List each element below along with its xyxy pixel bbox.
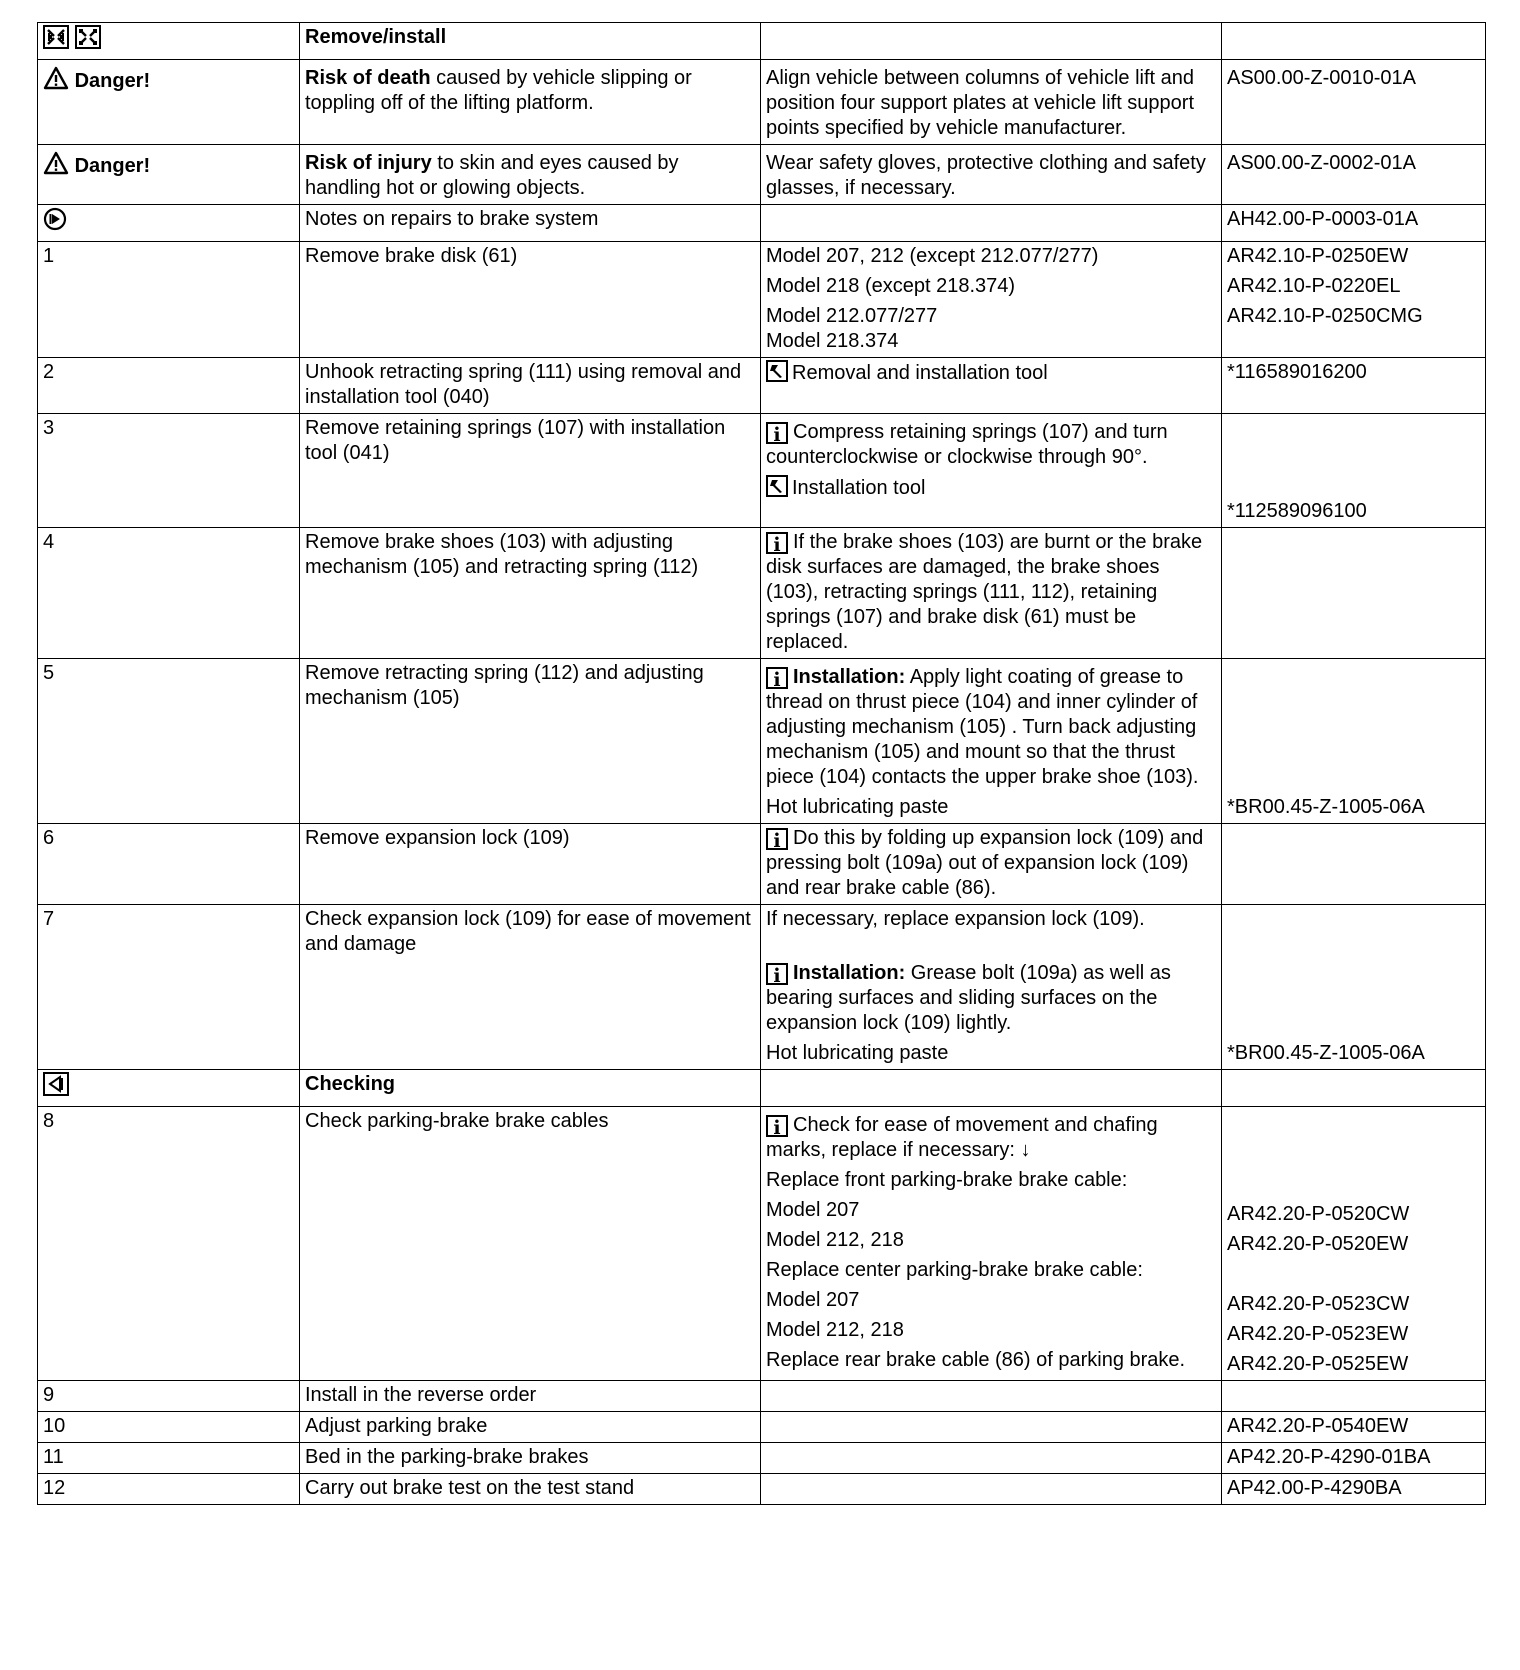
section-title: Checking xyxy=(300,1070,761,1107)
step-text: Unhook retracting spring (111) using removal and installation tool (040) xyxy=(300,358,761,414)
document-ref: AR42.10-P-0220EL xyxy=(1227,275,1401,297)
info-text: Do this by folding up expansion lock (109) and pressing bolt (109a) out of expansion lock (109) and rear brake cable (86). xyxy=(766,827,1204,899)
cable-line: Replace front parking-brake brake cable: xyxy=(766,1169,1128,1191)
installation-label: Installation: xyxy=(793,666,906,688)
step-text: Remove retracting spring (112) and adjusting mechanism (105) xyxy=(300,659,761,824)
special-tool-icon xyxy=(766,475,788,497)
document-ref: AS00.00-Z-0010-01A xyxy=(1222,60,1486,145)
step-number: 1 xyxy=(38,242,300,358)
tool-number: *112589096100 xyxy=(1227,500,1367,522)
info-icon: i xyxy=(766,532,788,554)
step-text: Remove expansion lock (109) xyxy=(300,824,761,905)
info-icon: i xyxy=(766,1115,788,1137)
step-number: 4 xyxy=(38,528,300,659)
step-row xyxy=(38,1443,1486,1474)
document-ref: AR42.20-P-0520EW xyxy=(1227,1233,1409,1255)
section-row-checking xyxy=(38,1070,1486,1107)
warning-triangle-icon xyxy=(43,66,69,97)
step-number: 6 xyxy=(38,824,300,905)
step-row xyxy=(38,1412,1486,1443)
risk-text: to skin and eyes caused by handling hot or glowing objects. xyxy=(305,152,679,199)
step-row xyxy=(38,528,1486,659)
step-text: Remove brake disk (61) xyxy=(300,242,761,358)
safety-measure: Align vehicle between columns of vehicle lift and position four support plates at vehicle lift support points specified by vehicle manufacturer. xyxy=(761,60,1222,145)
risk-text: caused by vehicle slipping or toppling off of the lifting platform. xyxy=(305,67,692,114)
document-ref: AR42.20-P-0520CW xyxy=(1227,1203,1410,1225)
danger-row xyxy=(38,60,1486,145)
document-ref: AR42.20-P-0523EW xyxy=(1227,1323,1409,1345)
step-number: 10 xyxy=(38,1412,300,1443)
warning-triangle-icon xyxy=(43,151,69,182)
document-ref: AR42.20-P-0523CW xyxy=(1227,1293,1410,1315)
step-row xyxy=(38,824,1486,905)
cable-line: Model 212, 218 xyxy=(766,1319,904,1341)
danger-label: Danger! xyxy=(74,155,151,177)
info-icon: i xyxy=(766,422,788,444)
safety-measure: Wear safety gloves, protective clothing and safety glasses, if necessary. xyxy=(761,145,1222,205)
step-number: 3 xyxy=(38,414,300,528)
section-icons xyxy=(38,23,300,60)
model-line: Model 218.374 xyxy=(766,330,899,352)
document-ref: AR42.10-P-0250CMG xyxy=(1227,305,1423,327)
model-line: Model 218 (except 218.374) xyxy=(766,275,1016,297)
checking-icon xyxy=(43,1072,69,1103)
document-ref: AS00.00-Z-0002-01A xyxy=(1222,145,1486,205)
step-row xyxy=(38,414,1486,528)
install-icon xyxy=(75,25,101,56)
notes-text: Notes on repairs to brake system xyxy=(300,205,761,242)
step-number: 11 xyxy=(38,1443,300,1474)
special-tool-icon xyxy=(766,360,788,382)
document-ref: AR42.20-P-0525EW xyxy=(1227,1353,1409,1375)
remove-icon xyxy=(43,25,69,56)
step-number: 2 xyxy=(38,358,300,414)
step-row xyxy=(38,905,1486,1070)
repair-procedure-table xyxy=(37,22,1486,1505)
model-line: Model 212.077/277 xyxy=(766,305,938,327)
measure-text: If necessary, replace expansion lock (109). xyxy=(766,908,1145,930)
model-line: Model 207, 212 (except 212.077/277) xyxy=(766,245,1099,267)
cable-line: Model 207 xyxy=(766,1289,860,1311)
cable-line: Model 207 xyxy=(766,1199,860,1221)
paste-name: Hot lubricating paste xyxy=(766,1042,949,1064)
step-row xyxy=(38,242,1486,358)
step-text: Bed in the parking-brake brakes xyxy=(300,1443,761,1474)
document-ref: AR42.10-P-0250EW xyxy=(1227,245,1409,267)
section-title: Remove/install xyxy=(300,23,761,60)
step-row xyxy=(38,1107,1486,1381)
danger-label: Danger! xyxy=(74,70,151,92)
step-row xyxy=(38,358,1486,414)
tool-name: Removal and installation tool xyxy=(792,362,1048,384)
info-icon: i xyxy=(766,828,788,850)
step-text: Check expansion lock (109) for ease of movement and damage xyxy=(300,905,761,1070)
material-number: *BR00.45-Z-1005-06A xyxy=(1222,905,1486,1070)
document-ref: AP42.20-P-4290-01BA xyxy=(1222,1443,1486,1474)
info-icon: i xyxy=(766,963,788,985)
tool-number: *116589016200 xyxy=(1222,358,1486,414)
risk-title: Risk of injury xyxy=(305,152,432,174)
step-text: Remove retaining springs (107) with installation tool (041) xyxy=(300,414,761,528)
cable-line: Model 212, 218 xyxy=(766,1229,904,1251)
step-number: 9 xyxy=(38,1381,300,1412)
step-row xyxy=(38,659,1486,824)
section-row-remove-install xyxy=(38,23,1486,60)
step-text: Check parking-brake brake cables xyxy=(300,1107,761,1381)
step-text: Install in the reverse order xyxy=(300,1381,761,1412)
step-text: Carry out brake test on the test stand xyxy=(300,1474,761,1505)
cable-line: Replace center parking-brake brake cable: xyxy=(766,1259,1143,1281)
step-text: Adjust parking brake xyxy=(300,1412,761,1443)
step-number: 7 xyxy=(38,905,300,1070)
step-number: 5 xyxy=(38,659,300,824)
info-text: Grease bolt (109a) as well as bearing surfaces and sliding surfaces on the expansion lock (109) lightly. xyxy=(766,962,1171,1034)
paste-name: Hot lubricating paste xyxy=(766,796,949,818)
info-text: Compress retaining springs (107) and turn counterclockwise or clockwise through 90°. xyxy=(766,421,1168,468)
info-text: Check for ease of movement and chafing marks, replace if necessary: ↓ xyxy=(766,1114,1158,1161)
notes-row xyxy=(38,205,1486,242)
risk-title: Risk of death xyxy=(305,67,431,89)
document-ref: AP42.00-P-4290BA xyxy=(1222,1474,1486,1505)
document-ref: AH42.00-P-0003-01A xyxy=(1222,205,1486,242)
tool-name: Installation tool xyxy=(792,477,926,499)
notes-circle-icon xyxy=(43,207,67,238)
material-number: *BR00.45-Z-1005-06A xyxy=(1222,659,1486,824)
step-row xyxy=(38,1381,1486,1412)
danger-row xyxy=(38,145,1486,205)
step-number: 12 xyxy=(38,1474,300,1505)
document-ref: AR42.20-P-0540EW xyxy=(1222,1412,1486,1443)
installation-label: Installation: xyxy=(793,962,906,984)
info-text: Apply light coating of grease to thread on thrust piece (104) and inner cylinder of adjusting mechanism (105) . Turn back adjusting mechanism (105) and mount so that the thrust piece (104) contacts the upper brake shoe (103). xyxy=(766,666,1199,788)
step-text: Remove brake shoes (103) with adjusting mechanism (105) and retracting spring (112) xyxy=(300,528,761,659)
info-text: If the brake shoes (103) are burnt or the brake disk surfaces are damaged, the brake shoes (103), retracting springs (111, 112), retaining springs (107) and brake disk (61) must be replaced. xyxy=(766,531,1203,653)
info-icon: i xyxy=(766,667,788,689)
cable-line: Replace rear brake cable (86) of parking brake. xyxy=(766,1349,1186,1371)
step-row xyxy=(38,1474,1486,1505)
step-number: 8 xyxy=(38,1107,300,1381)
